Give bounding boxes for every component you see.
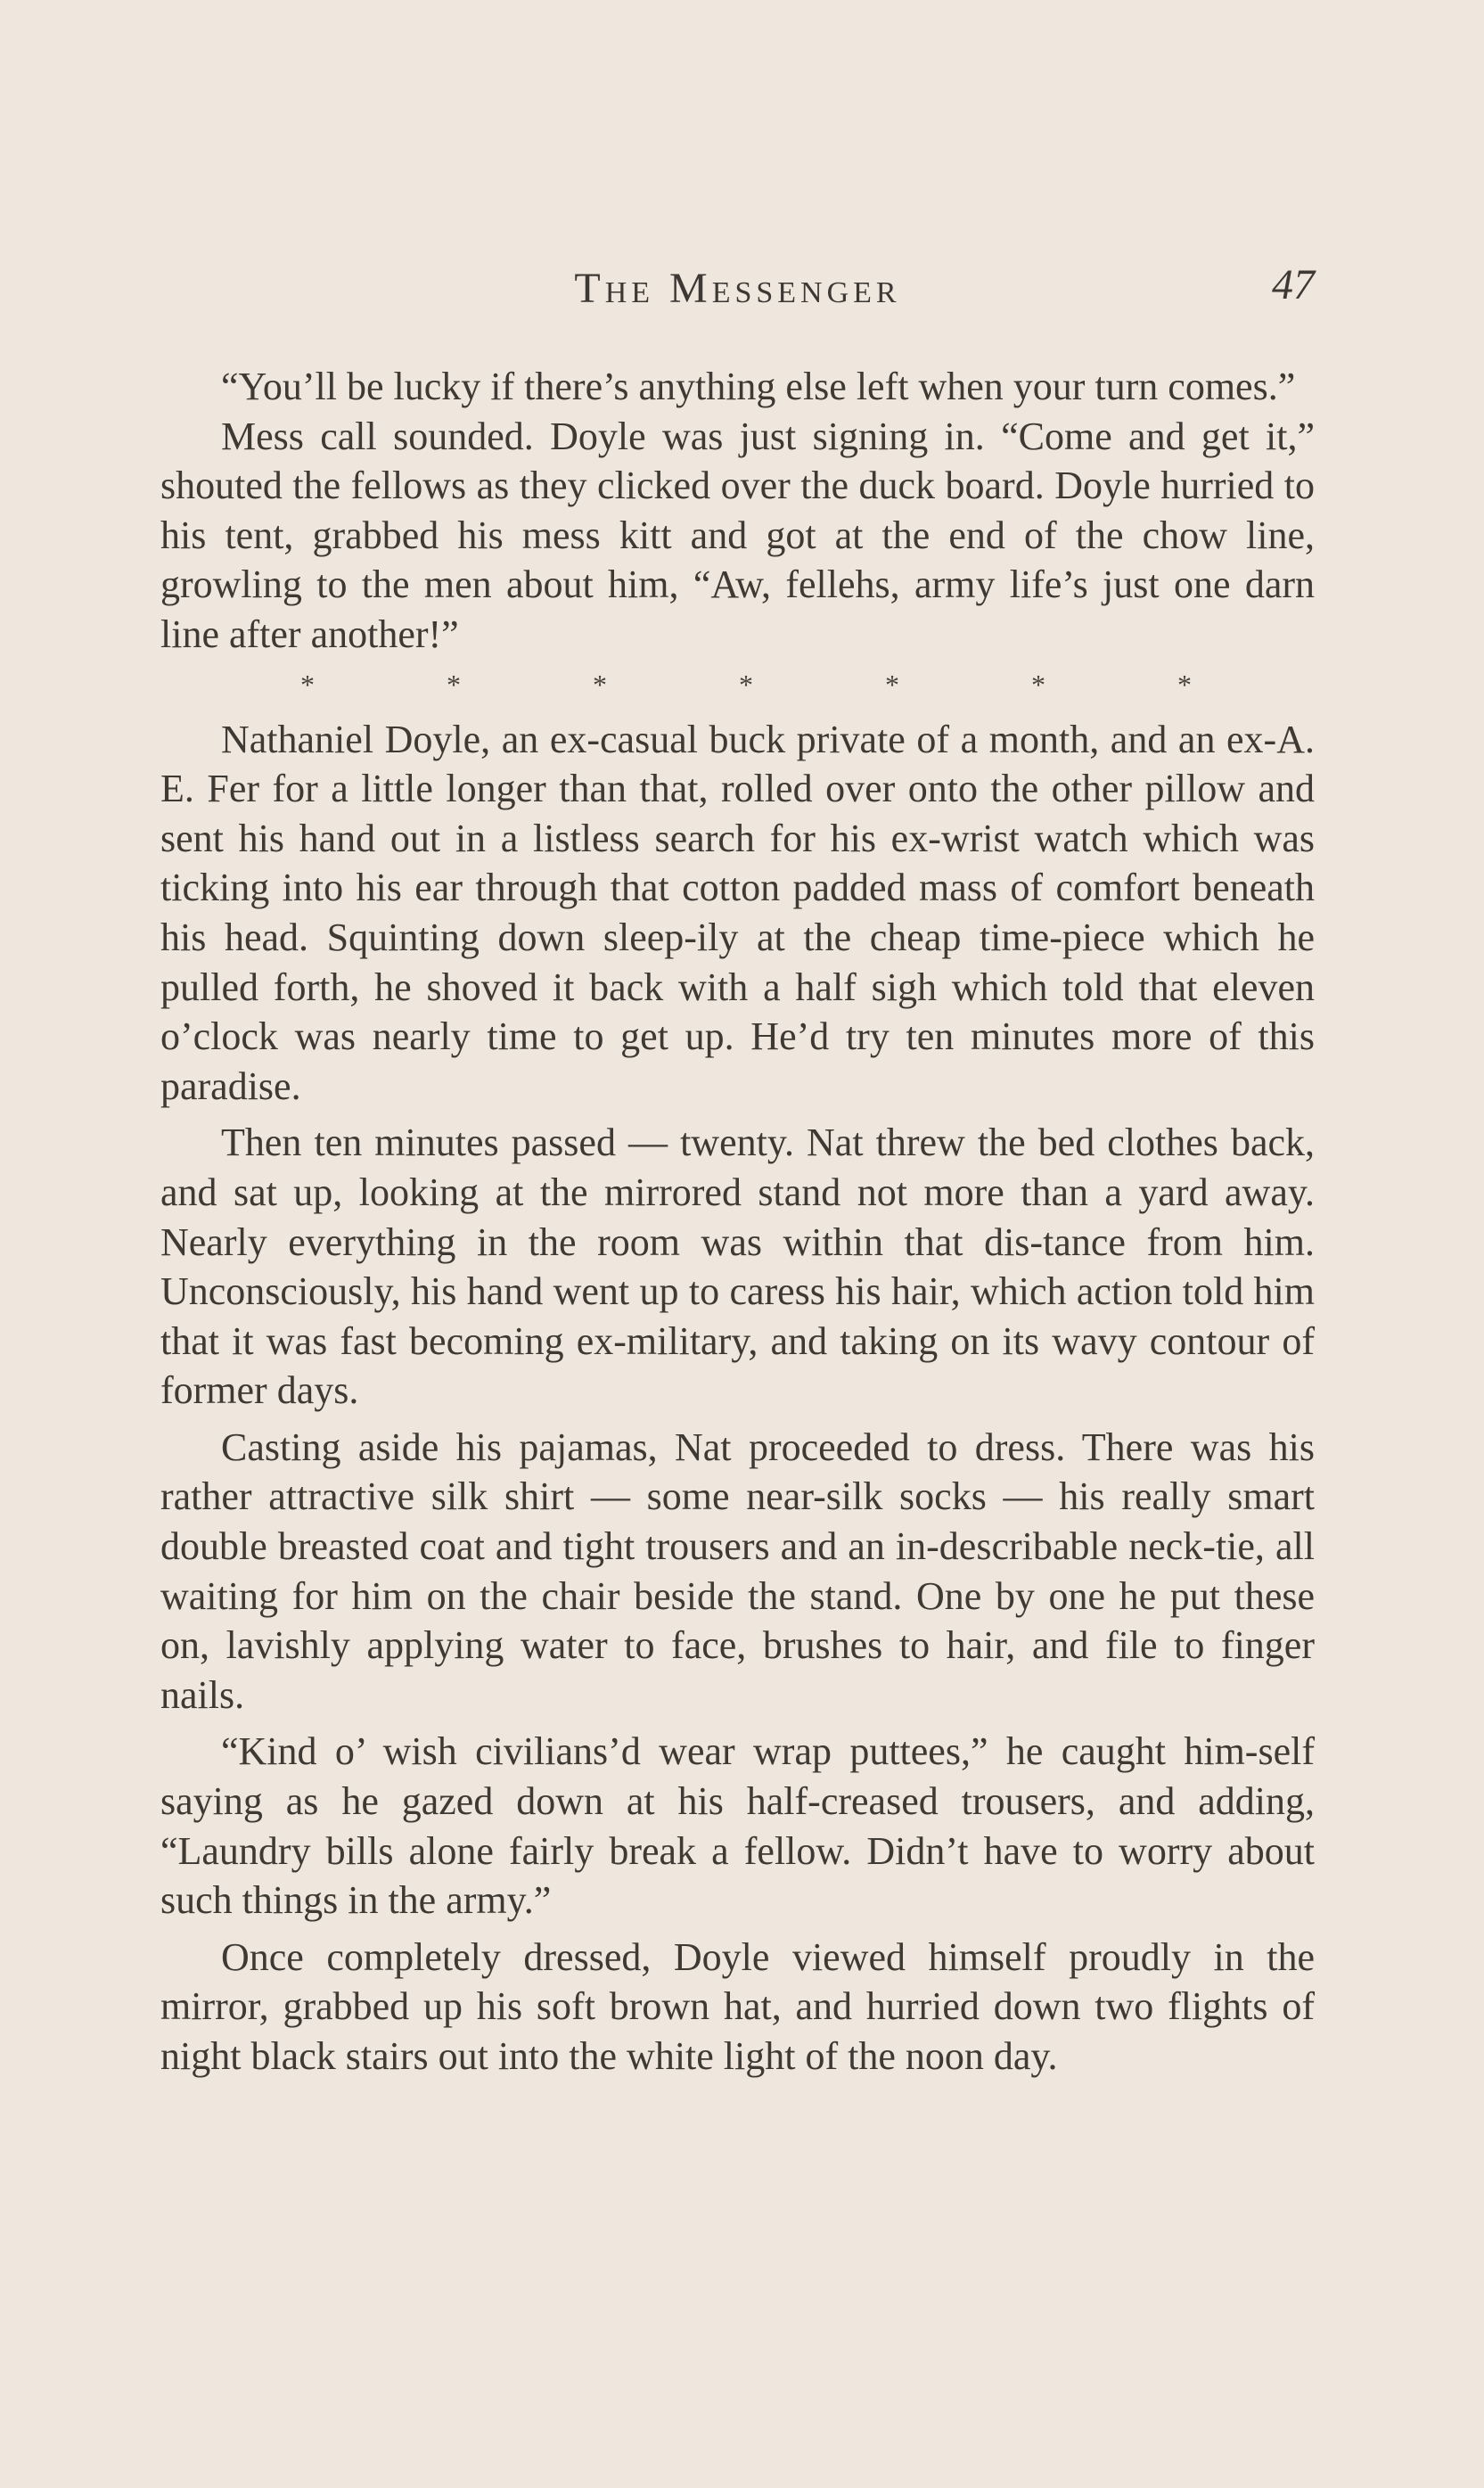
page-number: 47	[1272, 261, 1315, 308]
body-text	[160, 362, 1315, 2089]
paragraph: Casting aside his pajamas, Nat proceeded to dress. There was his rather attractive silk shirt — some near-silk socks — his really smart double breasted coat and tight trousers and an in-describable neck-tie, all waiting for him on the chair beside the stand. One by one he put these on, lavishly applying water to face, brushes to hair, and file to finger nails.	[160, 1425, 1315, 1717]
running-head	[160, 260, 1315, 323]
paragraph: “Kind o’ wish civilians’d wear wrap puttees,” he caught him-self saying as he gazed down at his half-creased trousers, and adding, “Laundry bills alone fairly break a fellow. Didn’t have to worry about such things in the army.”	[160, 1729, 1315, 1923]
asterisk-icon: *	[300, 668, 315, 701]
paragraph: Once completely dressed, Doyle viewed himself proudly in the mirror, grabbed up his soft brown hat, and hurried down two flights of night black stairs out into the white light of the noon day.	[160, 1934, 1315, 2078]
asterisk-icon: *	[739, 668, 753, 701]
asterisk-icon: *	[593, 668, 607, 701]
paragraph: Nathaniel Doyle, an ex-casual buck private of a month, and an ex-A. E. Fer for a little longer than that, rolled over onto the other pillow and sent his hand out in a listless search for his ex-wrist watch which was ticking into his ear through that cotton padded mass of comfort beneath his head. Squinting down sleep-ily at the cheap time-piece which he pulled forth, he shoved it back with a half sigh which told that eleven o’clock was nearly time to get up. He’d try ten minutes more of this paradise.	[160, 717, 1315, 1108]
section-separator	[300, 667, 1192, 702]
paragraph: “You’ll be lucky if there’s anything else left when your turn comes.”	[221, 365, 1296, 408]
asterisk-icon: *	[885, 668, 899, 701]
asterisk-icon: *	[1031, 668, 1045, 701]
paragraph: Then ten minutes passed — twenty. Nat threw the bed clothes back, and sat up, looking at the mirrored stand not more than a yard away. Nearly everything in the room was within that dis-tance from him. Unconsciously, his hand went up to caress his hair, which action told him that it was fast becoming ex-military, and taking on its wavy contour of former days.	[160, 1121, 1315, 1413]
asterisk-icon: *	[1177, 668, 1192, 701]
running-title: The Messenger	[574, 265, 901, 312]
paragraph: Mess call sounded. Doyle was just signing in. “Come and get it,” shouted the fellows as they clicked over the duck board. Doyle hurried to his tent, grabbed his mess kitt and got at the end of the chow line, growling to the men about him, “Aw, fellehs, army life’s just one darn line after another!”	[160, 414, 1315, 656]
asterisk-icon: *	[447, 668, 461, 701]
